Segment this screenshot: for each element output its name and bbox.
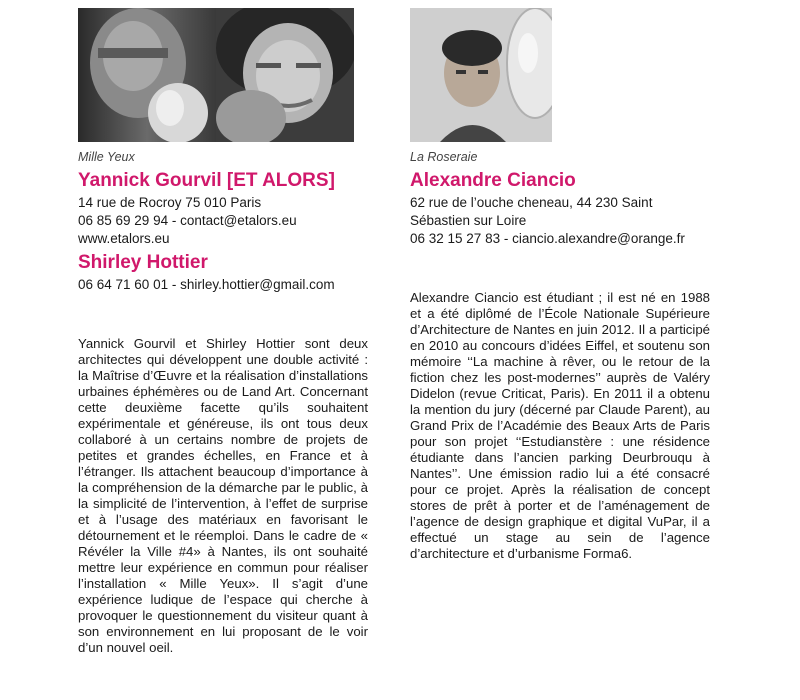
left-bio: [78, 336, 368, 656]
address-line: 14 rue de Rocroy 75 010 Paris: [78, 195, 262, 210]
caption: La Roseraie: [410, 150, 478, 164]
person-name: Alexandre Ciancio: [410, 170, 576, 191]
bio-text: Alexandre Ciancio est étudiant ; il est né en 1988 et a été diplômé de l’École Nationale Supérieure d’Architecture de Nantes en juin 2012. Il a participé en 2010 au concours d’idées Eiffel, et soutenu son mémoire ‘‘La machine à rêver, ou le retour de la fiction chez les post-modernes’’ auprès de Valéry Didelon (revue Criticat, Paris). En 2011 il a obtenu la mention du jury (décerné par Claude Parent), au Grand Prix de l’Académie des Beaux Arts de Paris pour son projet ‘‘Estudianstère : une résidence étudiante dans l’ancien parking Deurbrouqu à Nantes’’. Une émission radio lui a été consacré pour ce projet. Après la réalisation de concept stores de prêt à porter et de l’aménagement de l’agence de design graphique et digital VuPar, il a effectué un stage au sein de l’agence d’architecture et d’urbanisme Forma6.: [410, 290, 710, 561]
man-with-balloon-photo: [410, 8, 552, 142]
woman-portrait-photo: [216, 8, 354, 142]
address-line: Sébastien sur Loire: [410, 213, 527, 228]
address: [410, 194, 710, 248]
address: [78, 194, 368, 248]
website-link[interactable]: www.etalors.eu: [78, 231, 170, 246]
contact-line[interactable]: 06 64 71 60 01 - shirley.hottier@gmail.com: [78, 277, 335, 292]
caption: Mille Yeux: [78, 150, 135, 164]
person-name: Yannick Gourvil [ET ALORS]: [78, 170, 335, 191]
right-column: [410, 150, 710, 248]
bio-text: Yannick Gourvil et Shirley Hottier sont deux architectes qui développent une double activité : la Maîtrise d’Œuvre et la réalisation d’installations urbaines éphémères ou de Land Art. Concernant cette deuxième facette qu’ils souhaitent expérimentale et généreuse, ils ont tous deux collaboré à un certains nombre de projets de petites et grandes échelles, en France et à l’étranger. Ils attachent beaucoup d’importance à la compréhension de la démarche par le public, à la simplicité de l’intervention, à l’effet de surprise et à l’usage des matériaux en favorisant le détournement et le réemploi. Dans le cadre de « Révéler la Ville #4» à Nantes, ils ont souhaité mettre leur expérience en commun pour réaliser l’installation « Mille Yeux». Il s’agit d’une expérience ludique de l’espace qui cherche à provoquer le questionnement du visiteur quant à son environnement en lui proposant de le voir d’un nouvel oeil.: [78, 336, 368, 655]
address-line: 62 rue de l’ouche cheneau, 44 230 Saint: [410, 195, 653, 210]
person-name: Shirley Hottier: [78, 252, 208, 273]
contact-line[interactable]: 06 32 15 27 83 - ciancio.alexandre@orange.fr: [410, 231, 685, 246]
left-column: [78, 150, 368, 294]
contact-line[interactable]: 06 85 69 29 94 - contact@etalors.eu: [78, 213, 297, 228]
right-bio: [410, 290, 710, 562]
address: [78, 276, 368, 294]
man-portrait-photo: [78, 8, 216, 142]
